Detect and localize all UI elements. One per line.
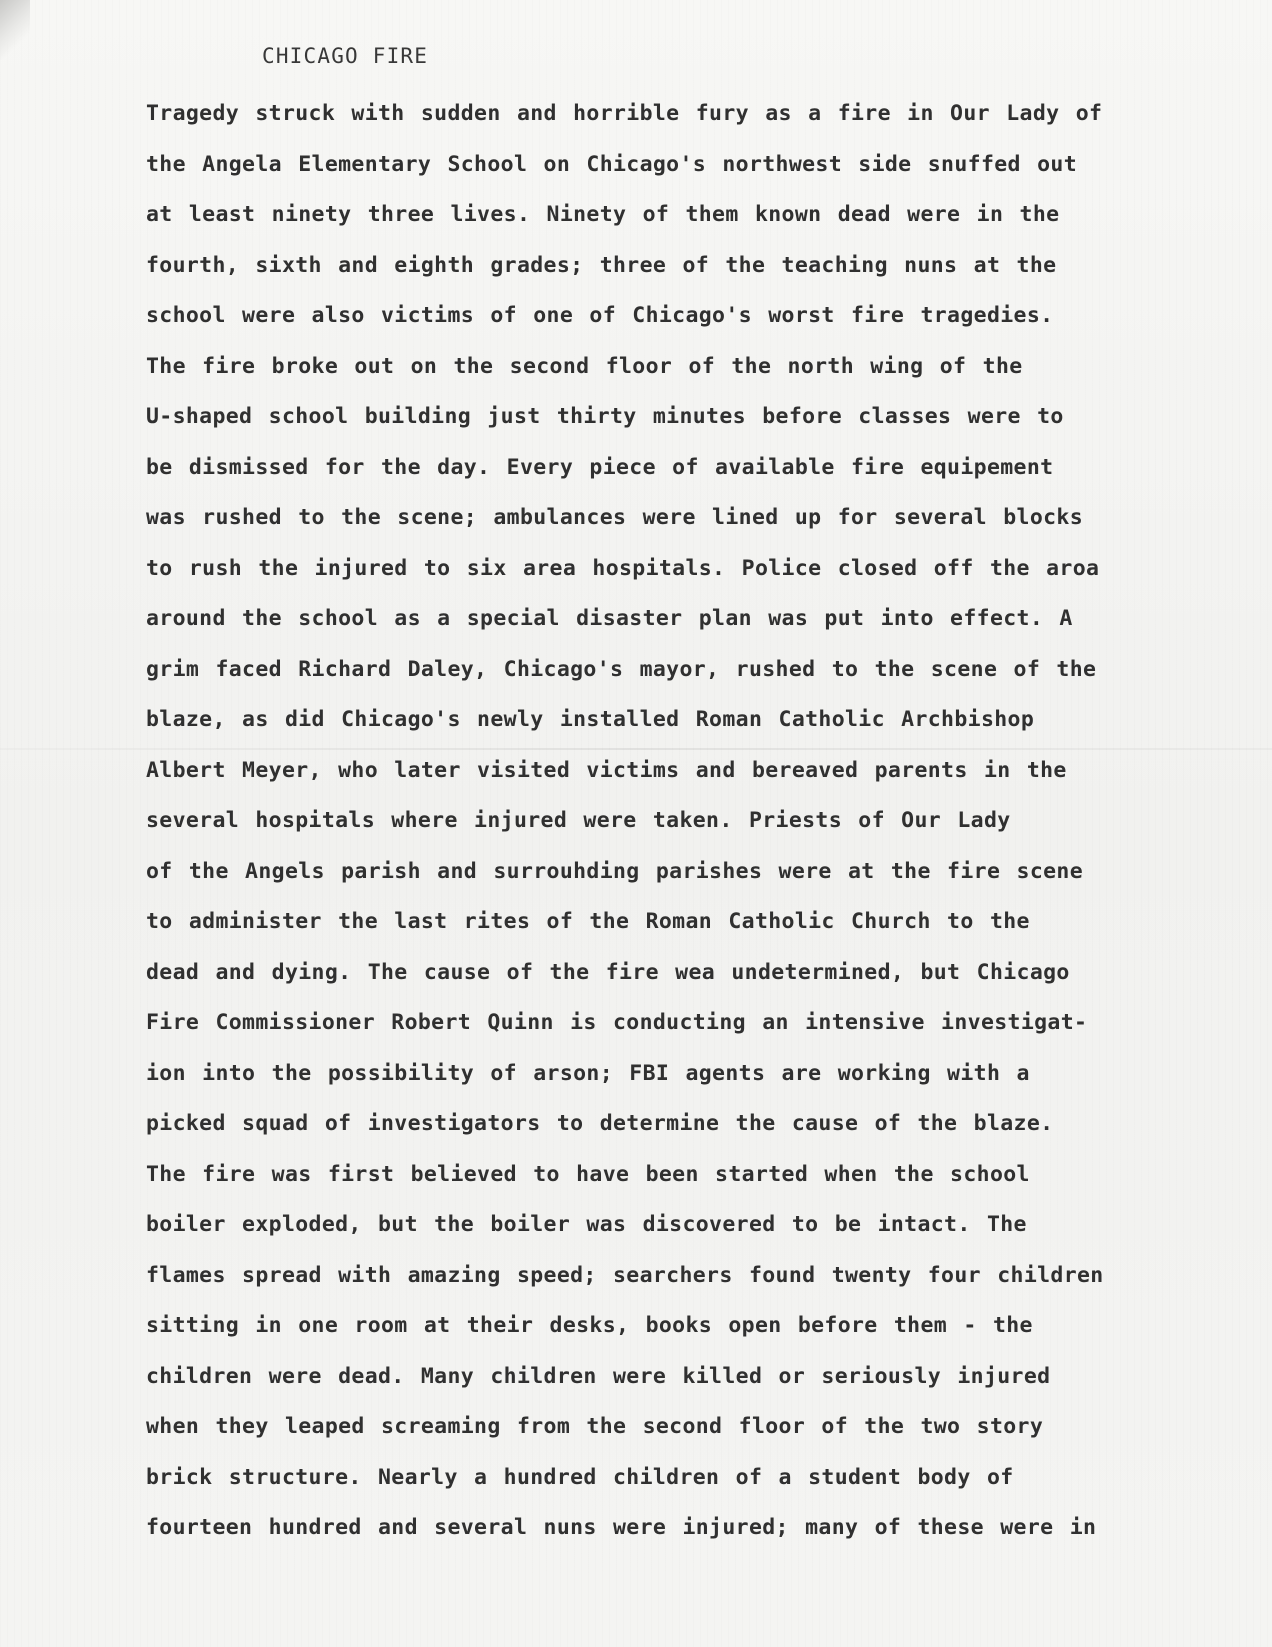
page-corner-shadow (0, 0, 30, 60)
text-line: the Angela Elementary School on Chicago's northwest side snuffed out (146, 151, 1077, 177)
text-line: brick structure. Nearly a hundred children of a student body of (146, 1464, 1014, 1490)
text-line: The fire broke out on the second floor of the north wing of the (146, 353, 1023, 379)
text-line: school were also victims of one of Chicago's worst fire tragedies. (146, 303, 1054, 328)
text-line: ion into the possibility of arson; FBI agents are working with a (146, 1060, 1030, 1086)
text-line: U-shaped school building just thirty minutes before classes were to (146, 404, 1064, 429)
document-body (146, 89, 1206, 1554)
text-line: be dismissed for the day. Every piece of available fire equipement (146, 454, 1054, 480)
text-line: around the school as a special disaster plan was put into effect. A (146, 606, 1073, 631)
text-line: at least ninety three lives. Ninety of them known dead were in the (146, 202, 1060, 227)
text-line: several hospitals where injured were taken. Priests of Our Lady (146, 808, 1011, 833)
text-line: of the Angels parish and surrouhding parishes were at the fire scene (146, 858, 1083, 884)
text-line: dead and dying. The cause of the fire wea undetermined, but Chicago (146, 959, 1070, 985)
document-title: CHICAGO FIRE (262, 44, 429, 68)
text-line: to administer the last rites of the Roman Catholic Church to the (146, 909, 1030, 934)
text-line: boiler exploded, but the boiler was discovered to be intact. The (146, 1212, 1027, 1237)
text-line: fourteen hundred and several nuns were injured; many of these were in (146, 1515, 1097, 1540)
text-line: when they leaped screaming from the second floor of the two story (146, 1414, 1044, 1439)
text-line: fourth, sixth and eighth grades; three of the teaching nuns at the (146, 252, 1057, 278)
text-line: to rush the injured to six area hospitals. Police closed off the aroa (146, 555, 1100, 581)
text-line: Albert Meyer, who later visited victims and bereaved parents in the (146, 757, 1067, 783)
text-line: Fire Commissioner Robert Quinn is conducting an intensive investigat- (146, 1010, 1088, 1035)
text-line: blaze, as did Chicago's newly installed Roman Catholic Archbishop (146, 707, 1035, 732)
text-line: flames spread with amazing speed; searchers found twenty four children (146, 1262, 1104, 1288)
text-line: was rushed to the scene; ambulances were lined up for several blocks (146, 505, 1083, 530)
text-line: grim faced Richard Daley, Chicago's mayor, rushed to the scene of the (146, 656, 1097, 682)
text-line: sitting in one room at their desks, books open before them - the (146, 1313, 1033, 1338)
text-line: picked squad of investigators to determine the cause of the blaze. (146, 1111, 1054, 1136)
text-line: children were dead. Many children were killed or seriously injured (146, 1363, 1051, 1389)
text-line: The fire was first believed to have been started when the school (146, 1161, 1030, 1187)
text-line: Tragedy struck with sudden and horrible fury as a fire in Our Lady of (146, 101, 1103, 126)
